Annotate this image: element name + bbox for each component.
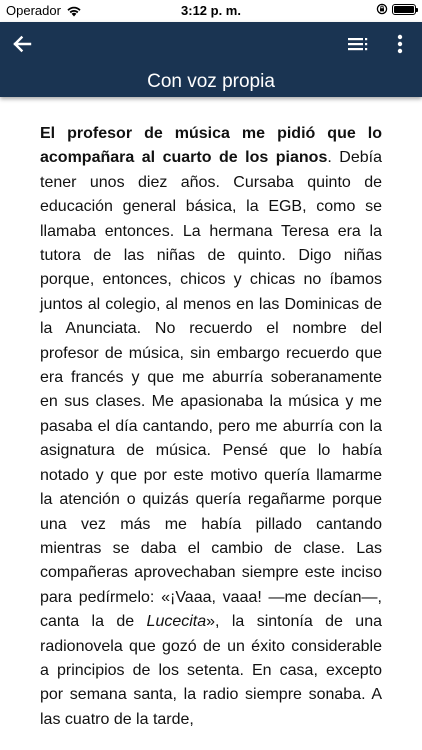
back-button[interactable] [8, 30, 36, 58]
page-title: Con voz propia [147, 71, 275, 92]
status-bar [0, 0, 422, 22]
status-right [376, 3, 416, 15]
list-icon [347, 36, 369, 52]
article-body [40, 122, 382, 732]
status-time: 3:12 p. m. [181, 3, 241, 18]
rotation-lock-icon [376, 3, 388, 15]
more-button[interactable] [388, 30, 412, 58]
carrier-label: Operador [6, 3, 61, 18]
battery-level [394, 6, 414, 13]
song-title: Lucecita [146, 613, 207, 631]
battery-icon [392, 4, 416, 15]
article-text-2: », la sintonía de una radionovela que gozó de un éxito considerable a principios de los setenta. En casa, excepto por semana santa, la radio siempre sonaba. A las cuatro de la tarde, [40, 613, 382, 728]
article-lead: El profesor de música me pidió que lo acompañara al cuarto de los pianos [40, 125, 382, 167]
arrow-left-icon [11, 33, 33, 55]
article-text-1: . Debía tener unos diez años. Cursaba quinto de educación general básica, la EGB, como se llamaba entonces. La hermana Teresa era la tutora de las niñas de quinto. Digo niñas porque, entonces, chicos y chicas no íbamos juntos al colegio, al menos en las Dominicas de la Anunciata. No recuerdo el nombre del profesor de música, sin embargo recuerdo que era francés y que me aburría soberanamente en sus clases. Me apasionaba la música y me pasaba el día cantando, pero me aburría con la asignatura de música. Pensé que lo había notado y que por este motivo quería llamarme la atención o quizás quería regañarme porque una vez más me había pillado cantando mientras se daba el cambio de clase. Las compañeras aprovechaban siempre este inciso para pedírmelo: «¡Vaaa, vaaa! —me decían—, canta la de [40, 149, 382, 631]
more-vertical-icon [397, 34, 403, 54]
app-bar [0, 22, 422, 97]
toc-button[interactable] [344, 30, 372, 58]
